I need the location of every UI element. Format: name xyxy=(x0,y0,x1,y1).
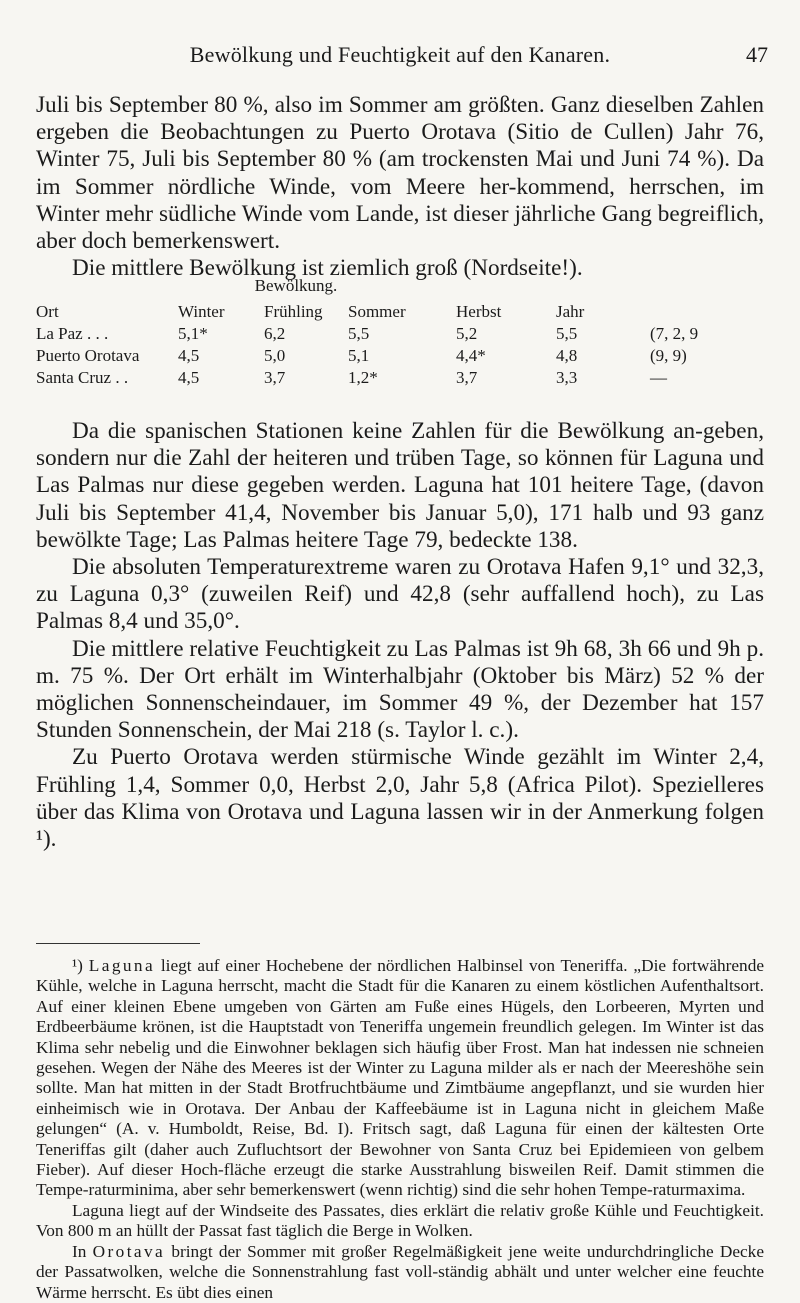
footnote-marker: ¹) xyxy=(72,956,89,975)
table-cell: 4,5 xyxy=(178,346,200,365)
table-cell: 4,8 xyxy=(556,346,578,365)
paragraph-6: Zu Puerto Orotava werden stürmische Winde gezählt im Winter 2,4, Frühling 1,4, Sommer 0,0, Herbst 2,0, Jahr 5,8 (Africa Pilot). Spezielleres über das Klima von Orotava und Laguna lassen wir in der Anmerkung folgen ¹). xyxy=(36,744,764,853)
paragraph-4: Die absoluten Temperaturextreme waren zu Orotava Hafen 9,1° und 32,3, zu Laguna 0,3° (zuweilen Reif) und 42,8 (sehr auffallend hoch), zu Las Palmas 8,4 und 35,0°. xyxy=(36,554,764,635)
running-header xyxy=(0,40,800,80)
table-header-cell: Ort xyxy=(36,302,59,321)
table-header-cell: Sommer xyxy=(348,302,406,321)
footnote-3-keyword: Orotava xyxy=(92,1241,166,1261)
table-cell: (7, 2, 9 xyxy=(650,324,699,343)
table-cell: Santa Cruz . . xyxy=(36,368,129,387)
footnote-3-text: bringt der Sommer mit großer Regelmäßigkeit jene weite undurchdringliche Decke der Passatwolken, welche die Sonnenstrahlung fast voll-ständig abhält und unter welcher eine feuchte Wärme herrscht. Es übt dies einen xyxy=(36,1241,764,1302)
table-header-cell: Frühling xyxy=(264,302,323,321)
footnote-1-keyword: Laguna xyxy=(88,956,156,975)
table-header-cell: Winter xyxy=(178,302,225,321)
table-cell: 3,3 xyxy=(556,368,578,387)
table-cell: La Paz . . . xyxy=(36,324,109,343)
footnotes xyxy=(36,956,764,1303)
table-cell: 5,1* xyxy=(178,324,208,343)
table-cell: 4,4* xyxy=(456,346,486,365)
table-cell: 1,2* xyxy=(348,368,378,387)
paragraph-1: Juli bis September 80 %, also im Sommer am größten. Ganz dieselben Zahlen ergeben die Beobachtungen zu Puerto Orotava (Sitio de Cullen) Jahr 76, Winter 75, Juli bis September 80 % (am trockensten Mai und Juni 74 %). Da im Sommer nördliche Winde, vom Meere her-kommend, herrschen, im Winter mehr südliche Winde vom Lande, ist dieser jährliche Gang begreiflich, aber doch bemerkenswert. xyxy=(36,92,764,255)
table-cell: Puerto Orotava xyxy=(36,346,140,365)
table-cell: 4,5 xyxy=(178,368,200,387)
table-row xyxy=(36,368,776,390)
table-cell: — xyxy=(650,368,667,387)
table-header-cell: Jahr xyxy=(556,302,585,321)
footnote-3 xyxy=(36,1242,764,1303)
header-title: Bewölkung und Feuchtigkeit auf den Kanaren. xyxy=(189,42,611,67)
footnote-divider xyxy=(36,943,200,944)
page-number: 47 xyxy=(746,42,768,67)
body-text-bottom xyxy=(36,418,764,853)
table-row xyxy=(36,324,776,346)
paragraph-3: Da die spanischen Stationen keine Zahlen für die Bewölkung an-geben, sondern nur die Zahl der heiteren und trüben Tage, so können für Laguna und Las Palmas nur diese gegeben werden. Laguna hat 101 heitere Tage, (davon Juli bis September 41,4, November bis Januar 5,0), 171 halb und 93 ganz bewölkte Tage; Las Palmas heitere Tage 79, bedeckte 138. xyxy=(36,418,764,553)
table-cell: 5,5 xyxy=(348,324,370,343)
paragraph-2: Die mittlere Bewölkung ist ziemlich groß (Nordseite!). xyxy=(72,255,583,282)
table-caption: Bewölkung. xyxy=(254,276,338,295)
table-row xyxy=(36,346,776,368)
table-cell: 3,7 xyxy=(264,368,286,387)
table-header-row xyxy=(36,302,776,324)
table-cell: 5,2 xyxy=(456,324,478,343)
table-cell: 6,2 xyxy=(264,324,286,343)
footnote-1 xyxy=(36,956,764,1201)
table-cell: 5,5 xyxy=(556,324,578,343)
footnote-2: Laguna liegt auf der Windseite des Passates, dies erklärt die relativ große Kühle und Feuchtigkeit. Von 800 m an hüllt der Passat fast täglich die Berge in Wolken. xyxy=(36,1200,764,1241)
table-header-cell: Herbst xyxy=(456,302,502,321)
footnote-3-lead: In xyxy=(72,1241,93,1261)
table-cell: 5,1 xyxy=(348,346,370,365)
paragraph-5: Die mittlere relative Feuchtigkeit zu Las Palmas ist 9h 68, 3h 66 und 9h p. m. 75 %. Der Ort erhält im Winterhalbjahr (Oktober bis März) 52 % der möglichen Sonnenscheindauer, im Sommer 49 %, der Dezember hat 157 Stunden Sonnenschein, der Mai 218 (s. Taylor l. c.). xyxy=(36,635,764,744)
table-cell: (9, 9) xyxy=(650,346,687,365)
table-cell: 3,7 xyxy=(456,368,478,387)
footnote-1-text: liegt auf einer Hochebene der nördlichen Halbinsel von Teneriffa. „Die fortwährende Kühle, welche in Laguna herrscht, macht die Stadt für die Kanaren zu einem köstlichen Aufenthaltsort. Auf einer kleinen Ebene umgeben von Gärten am Fuße eines Hügels, den Lorbeeren, Myrten und Erdbeerbäume krönen, ist die Hauptstadt von Teneriffa ungemein freundlich gelegen. Im Winter ist das Klima sehr nebelig und die Einwohner beklagen sich häufig über Frost. Man hat indessen nie schneien gesehen. Wegen der Nähe des Meeres ist der Winter zu Laguna milder als er nach der Meereshöhe sein sollte. Man hat mitten in der Stadt Brotfruchtbäume und Zimtbäume angepflanzt, und sie wurden hier einheimisch wie in Orotava. Der Anbau der Kaffeebäume ist in Laguna nicht in gleichem Maße gelungen“ (A. v. Humboldt, Reise, Bd. I). Fritsch sagt, daß Laguna für einen der kältesten Orte Teneriffas gilt (daher auch Zufluchtsort der Bewohner von Santa Cruz bei Epidemieen von gelbem Fieber). Auf dieser Hoch-fläche erzeugt die starke Ausstrahlung bisweilen Reif. Damit stimmen die Tempe-raturminima, aber sehr bemerkenswert (wenn richtig) sind die sehr hohen Tempe-raturmaxima. xyxy=(36,956,765,1200)
body-text-top xyxy=(36,92,764,282)
table-cell: 5,0 xyxy=(264,346,286,365)
